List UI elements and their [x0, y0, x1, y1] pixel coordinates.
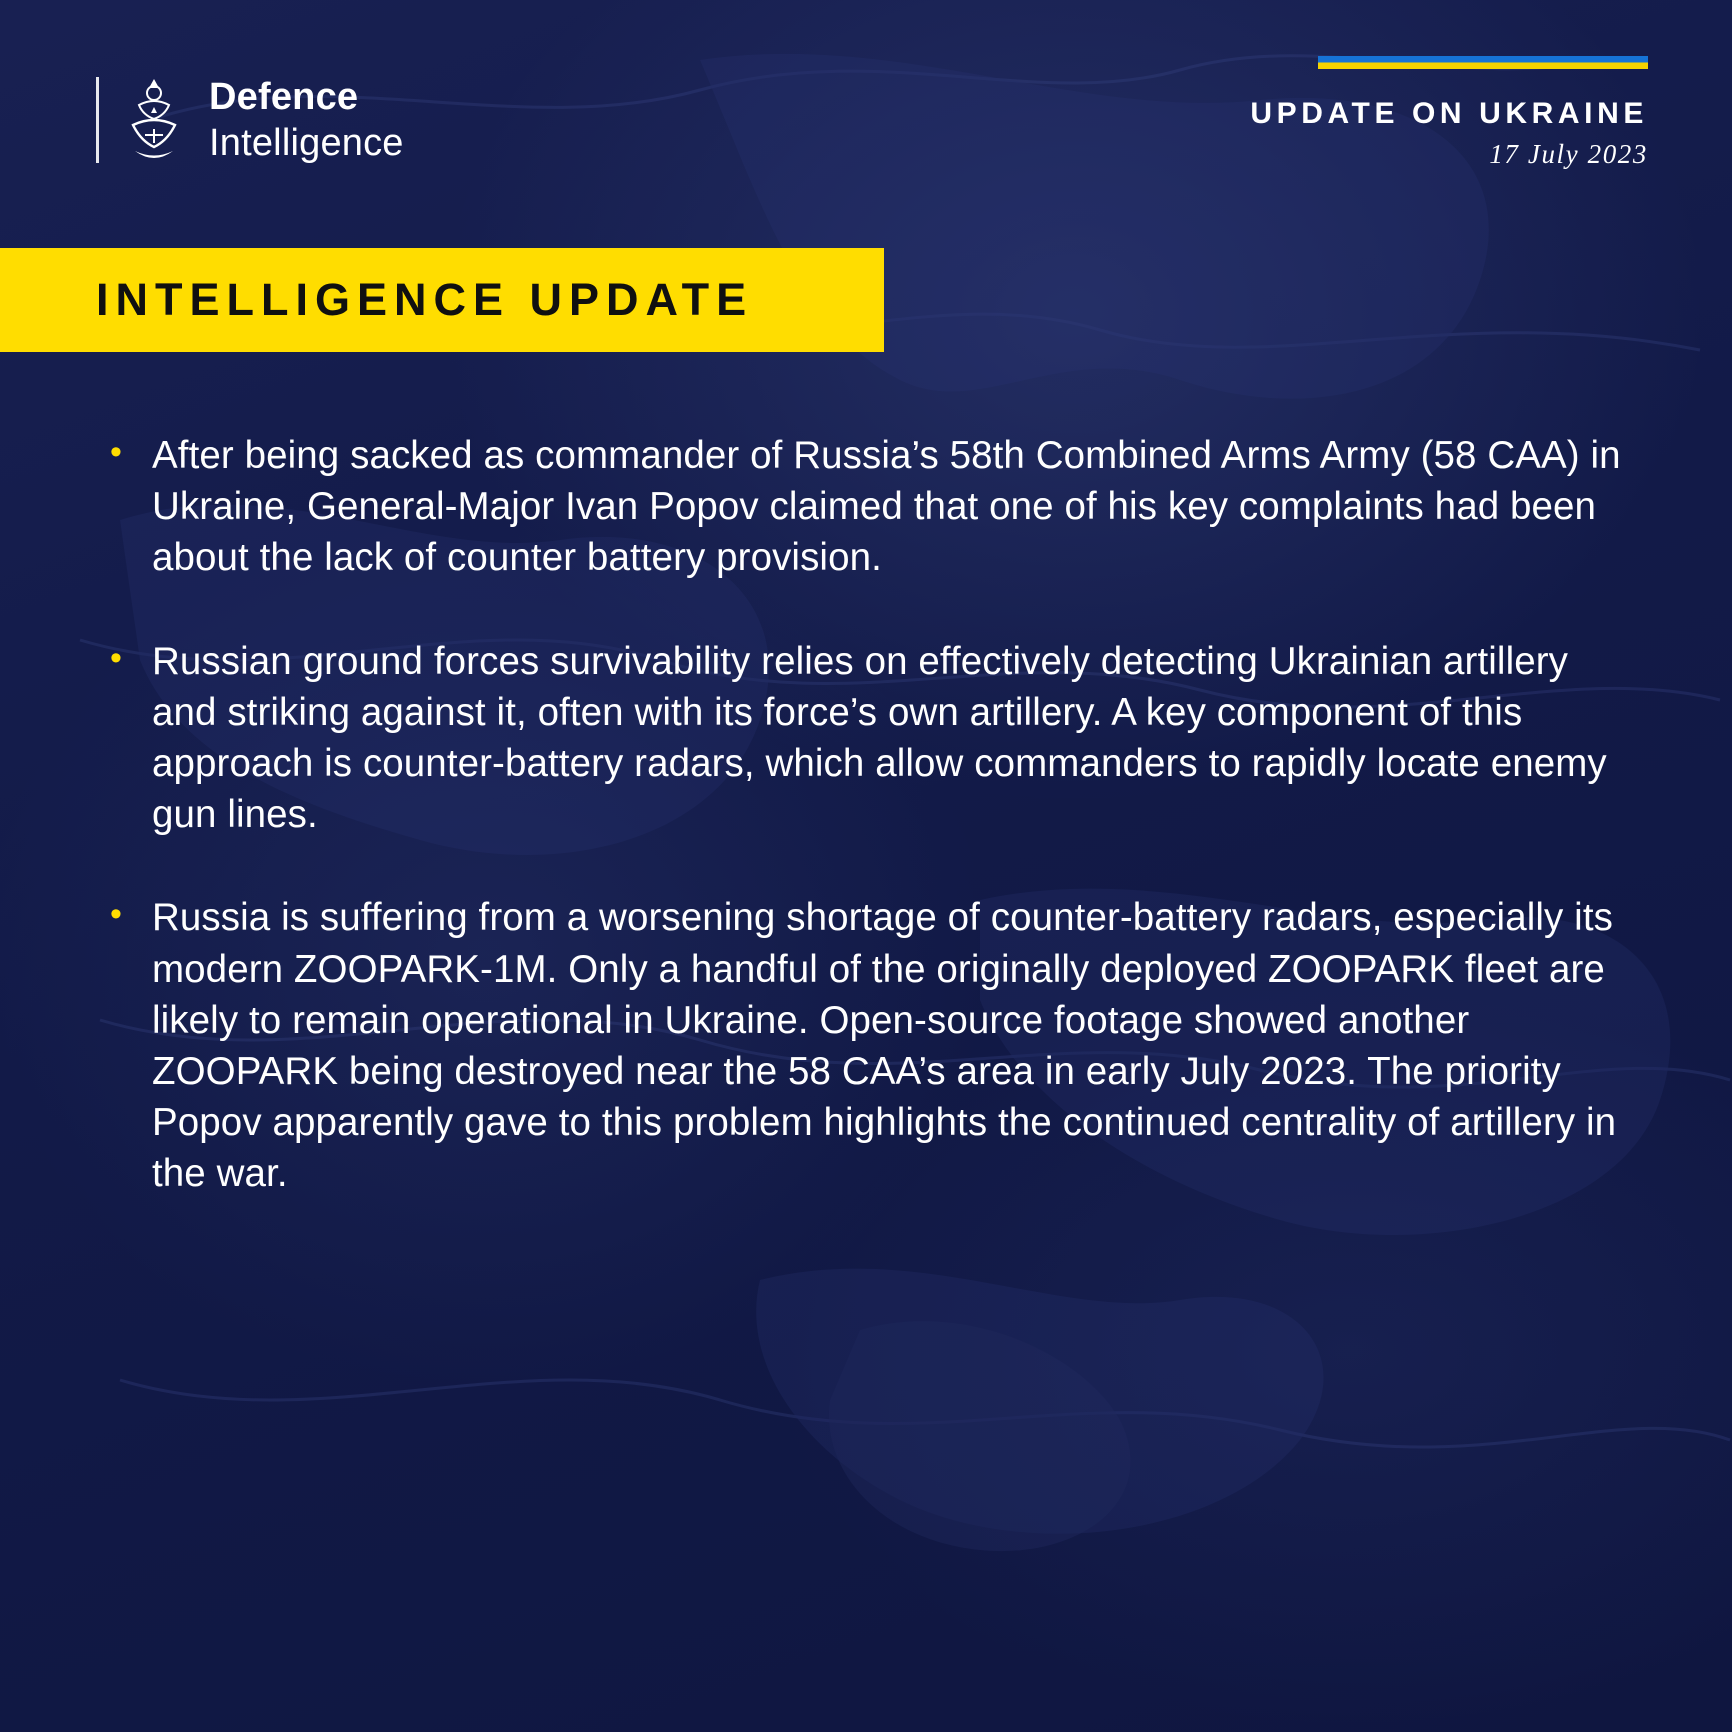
- brand-divider: [96, 77, 99, 163]
- main-content: [96, 430, 1624, 1200]
- brand-line-1: Defence: [209, 76, 359, 118]
- bullet-list: [96, 430, 1624, 1200]
- update-meta: [1250, 56, 1648, 170]
- update-date: 17 July 2023: [1489, 139, 1648, 169]
- brand-lockup: [96, 74, 404, 167]
- brand-line-2: Intelligence: [209, 122, 404, 165]
- brand-name: [209, 74, 404, 167]
- mod-crest-icon: [123, 77, 185, 163]
- update-label: UPDATE ON UKRAINE: [1250, 97, 1648, 130]
- banner-title: INTELLIGENCE UPDATE: [96, 274, 754, 325]
- ukraine-flag-bar-icon: [1318, 56, 1648, 69]
- header: [0, 0, 1732, 215]
- list-item: • Russia is suffering from a worsening shortage of counter-battery radars, especially its modern ZOOPARK-1M. Only a handful of the originally deployed ZOOPARK fleet are likely to remain operational in Ukraine. Open-source footage showed another ZOOPARK being destroyed near the 58 CAA’s area in early July 2023. The priority Popov apparently gave to this problem highlights the continued centrality of artillery in the war.: [96, 892, 1624, 1199]
- list-item: • Russian ground forces survivability relies on effectively detecting Ukrainian artillery and striking against it, often with its force’s own artillery. A key component of this approach is counter-battery radars, which allow commanders to rapidly locate enemy gun lines.: [96, 636, 1624, 841]
- intelligence-update-banner: [0, 248, 884, 352]
- list-item: • After being sacked as commander of Russia’s 58th Combined Arms Army (58 CAA) in Ukraine, General-Major Ivan Popov claimed that one of his key complaints had been about the lack of counter battery provision.: [96, 430, 1624, 584]
